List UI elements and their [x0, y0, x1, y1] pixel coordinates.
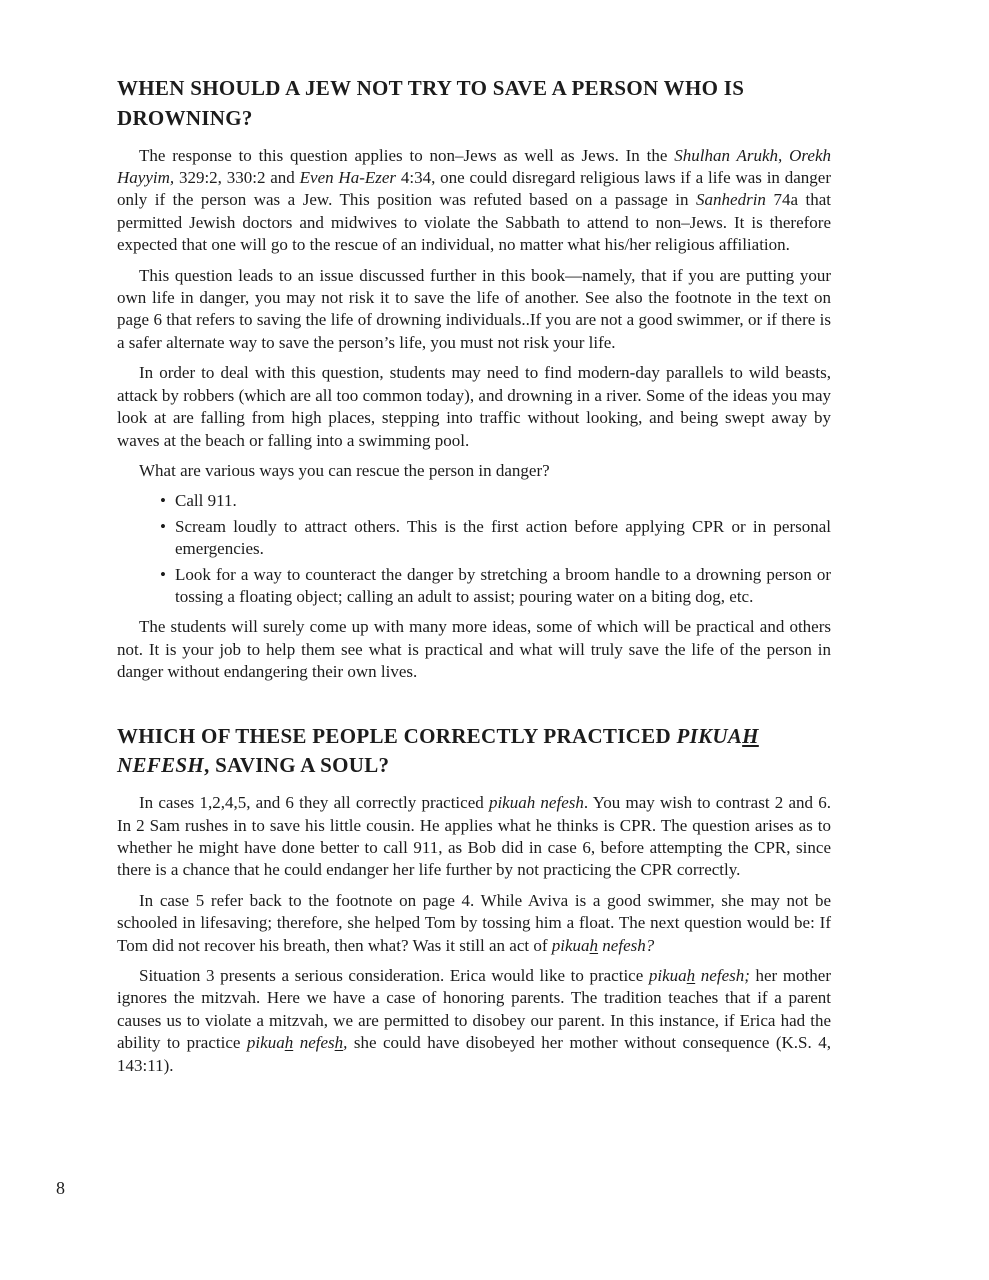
text-run: The students will surely come up with many more ideas, some of which will be practical and others not. It is your job to help them see what is practical and what will truly save the life of the person in danger without endangering their own lives. [117, 617, 831, 682]
text-run: H [742, 723, 759, 748]
paragraph [117, 362, 831, 452]
heading-which-of-these-people [117, 722, 789, 782]
text-run: Shulhan Arukh, Orekh Hayyim, [117, 145, 831, 188]
text-run: 329:2, 330:2 and [174, 168, 300, 188]
text-run: h [686, 966, 696, 986]
bullet-item [160, 490, 831, 512]
text-run: pikua [246, 1033, 285, 1053]
text-run: 74a that permitted Jewish doctors and midwives to violate the Sabbath to attend to non–Jews. It is therefore expected that one will go to the rescue of an individual, no matter what his/her religious affiliation. [117, 190, 831, 255]
text-run: In cases 1,2,4,5, and 6 they all correctly practiced [139, 793, 489, 813]
page-content [117, 74, 831, 1085]
text-run: she could have disobeyed her mother without consequence (K.S. 4, 143:11). [117, 1033, 831, 1075]
paragraph [117, 616, 831, 683]
text-run: nefes [293, 1033, 335, 1053]
text-run: nefesh? [598, 935, 655, 955]
text-run: her mother ignores the mitzvah. Here we have a case of honoring parents. The tradition teaches that if a parent causes us to violate a mitzvah, we are permitted to disobey our parent. In this instance, if Erica had the ability to practice [117, 966, 831, 1053]
paragraph [117, 792, 831, 882]
bullet-item [160, 564, 831, 609]
text-run: This question leads to an issue discussed further in this book—namely, that if you are putting your own life in danger, you may not risk it to save the life of another. See also the footnote in the text on page 6 that refers to saving the life of drowning individuals..If you are not a good swimmer, or if there is a safer alternate way to save the person’s life, you must not risk your life. [117, 265, 831, 352]
bullet-item [160, 516, 831, 561]
text-run: Look for a way to counteract the danger by stretching a broom handle to a drowning person or tossing a floating object; calling an adult to assist; pouring water on a biting dog, etc. [175, 564, 831, 606]
paragraph [117, 145, 831, 257]
text-run: NEFESH [117, 753, 204, 778]
text-run: 4:34, one could disregard religious laws if a life was in danger only if the person was a Jew. This position was refuted based on a passage in [117, 168, 832, 210]
text-run: WHICH OF THESE PEOPLE CORRECTLY PRACTICED [117, 723, 677, 748]
text-run: , [343, 1033, 348, 1053]
text-run: WHEN SHOULD A JEW NOT TRY TO SAVE A PERSON WHO IS DROWNING? [117, 76, 745, 130]
text-run: Even Ha-Ezer [299, 168, 397, 188]
text-run: The response to this question applies to non–Jews as well as Jews. In the [139, 145, 675, 165]
text-run: pikua [648, 966, 687, 986]
text-run: Sanhedrin [696, 190, 766, 210]
text-run: , SAVING A SOUL? [204, 753, 390, 778]
text-run: pikua [551, 935, 590, 955]
text-run: h [334, 1033, 344, 1053]
paragraph [117, 890, 831, 957]
text-run: Situation 3 presents a serious consideration. Erica would like to practice [139, 966, 649, 986]
text-run: . You may wish to contrast 2 and 6. In 2 Sam rushes in to save his little cousin. He applies what he thinks is CPR. The question arises as to whether he might have done better to call 911, as Bob did in case 6, before attempting the CPR, since there is a chance that he could endanger her life further by not practicing the CPR correctly. [117, 793, 831, 880]
page-number: 8 [56, 1178, 65, 1198]
text-run: In order to deal with this question, students may need to find modern-day parallels to wild beasts, attack by robbers (which are all too common today), and drowning in a river. Some of the ideas you may look at are falling from high places, stepping into traffic without looking, and being swept away by waves at the beach or falling into a swimming pool. [117, 363, 831, 450]
heading-when-should-a-jew-not-try [117, 74, 789, 134]
text-run: h [284, 1033, 294, 1053]
paragraph [117, 460, 831, 482]
text-run: In case 5 refer back to the footnote on page 4. While Aviva is a good swimmer, she may not be schooled in lifesaving; therefore, she helped Tom by tossing him a float. The next question would be: If Tom did not recover his breath, then what? Was it still an act of [117, 890, 831, 955]
paragraph [117, 265, 831, 355]
text-run: Call 911. [175, 491, 237, 511]
text-run: pikuah nefesh [488, 793, 584, 813]
text-run: h [589, 935, 599, 955]
bullet-list [160, 490, 831, 608]
text-run: What are various ways you can rescue the person in danger? [139, 460, 550, 480]
text-run: nefesh; [695, 966, 750, 986]
paragraph [117, 965, 831, 1077]
text-run: PIKUA [676, 723, 743, 748]
text-run: Scream loudly to attract others. This is the first action before applying CPR or in personal emergencies. [175, 516, 831, 559]
